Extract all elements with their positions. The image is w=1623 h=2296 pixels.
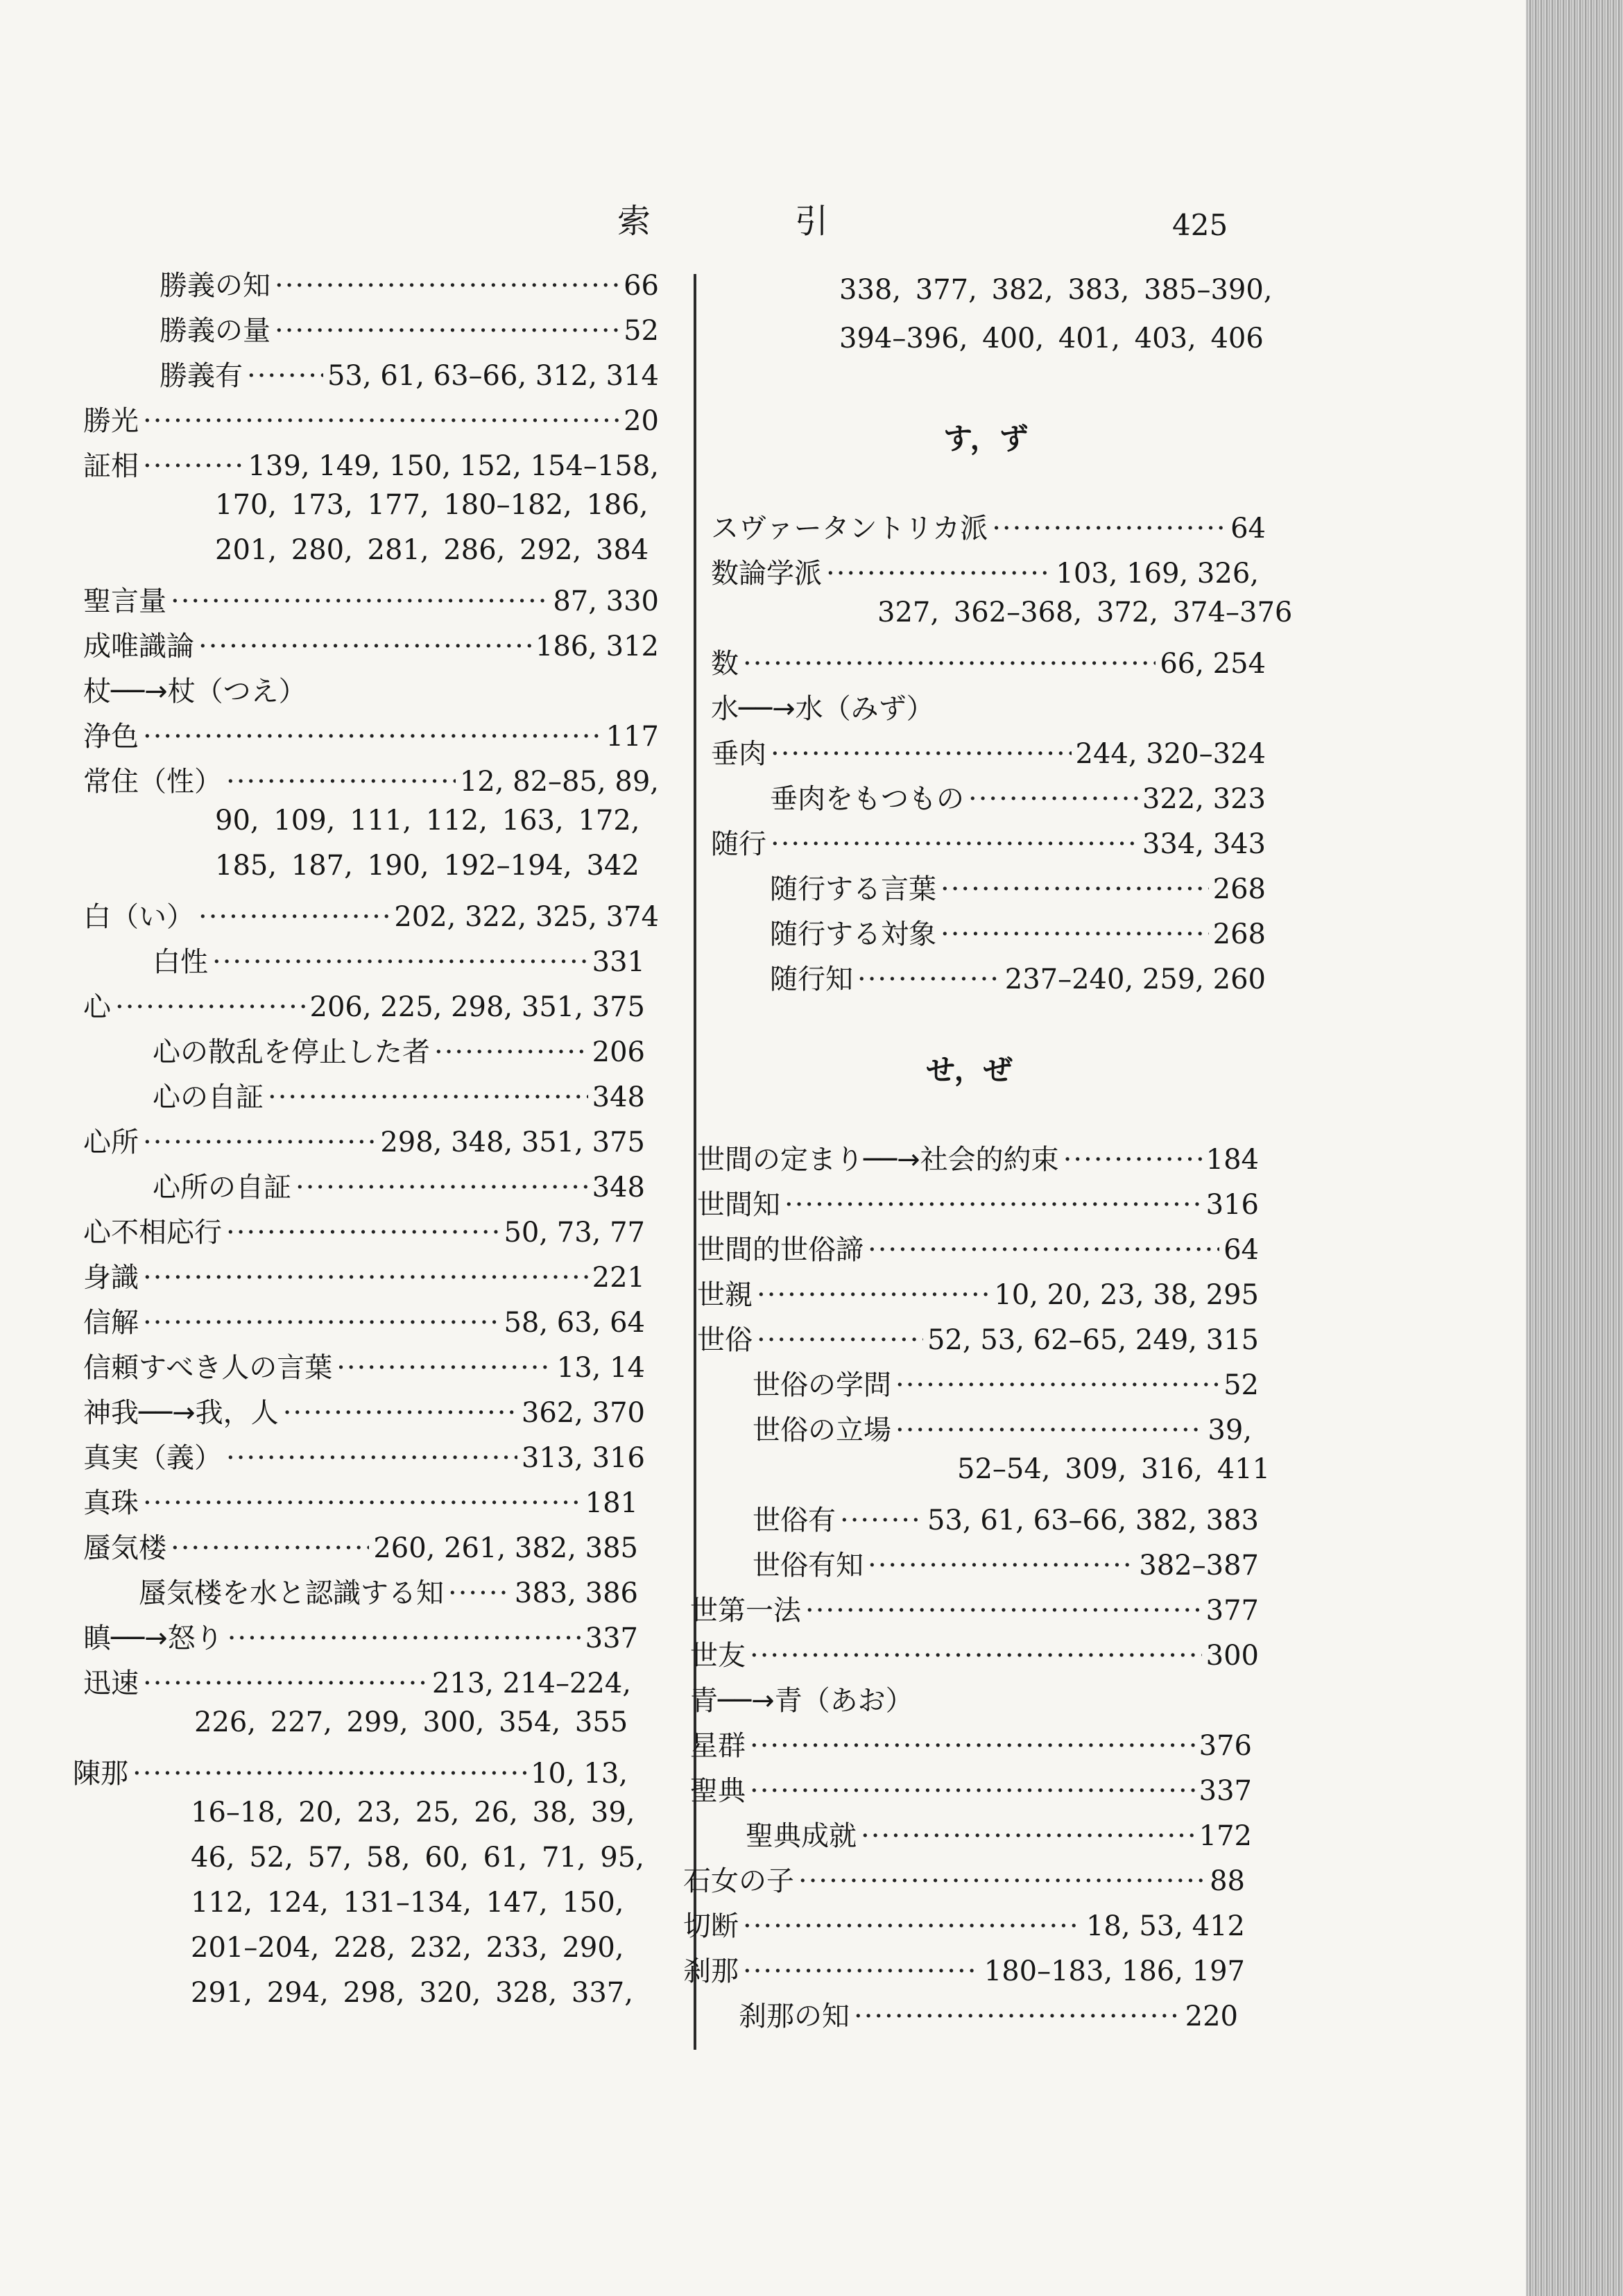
leader-dots — [198, 901, 390, 933]
entry-term: 世間の定まり──→社会的約束 — [697, 1144, 1059, 1176]
leader-dots — [143, 450, 243, 482]
leader-dots — [750, 1775, 1195, 1807]
leader-dots — [868, 1234, 1219, 1266]
entry-term: 垂肉をもつもの — [770, 783, 964, 815]
entry-pages: 64 — [1223, 1234, 1259, 1266]
index-entry — [690, 1634, 1259, 1675]
entry-term: 心の散乱を停止した者 — [153, 1036, 430, 1068]
index-entry — [697, 1183, 1259, 1224]
index-entry — [83, 1301, 645, 1342]
index-entry — [697, 1228, 1259, 1269]
entry-continuation: 291, 294, 298, 320, 328, 337, — [191, 1977, 633, 2009]
entry-term: 石女の子 — [683, 1865, 794, 1897]
entry-term: 勝義の知 — [160, 270, 270, 302]
entry-pages: 334, 343 — [1142, 828, 1266, 860]
index-entry — [711, 687, 934, 728]
leader-dots — [143, 1487, 581, 1519]
leader-dots — [226, 1442, 517, 1474]
index-entry — [83, 624, 659, 666]
entry-term: 世友 — [690, 1640, 746, 1672]
entry-term: 証相 — [83, 450, 139, 482]
leader-dots — [171, 585, 549, 617]
entry-term: 身識 — [83, 1262, 139, 1294]
entry-continuation: 201–204, 228, 232, 233, 290, — [191, 1932, 624, 1964]
entry-pages: 237–240, 259, 260 — [1004, 963, 1266, 995]
index-entry — [83, 444, 659, 486]
index-entry — [697, 1273, 1259, 1314]
entry-term: 世俗の立場 — [753, 1414, 891, 1446]
index-entry — [83, 669, 307, 711]
index-entry — [83, 985, 645, 1027]
index-entry — [83, 1436, 645, 1477]
entry-term: 常住（性） — [83, 766, 222, 798]
entry-term: 真実（義） — [83, 1442, 222, 1474]
index-entry — [83, 1120, 645, 1162]
leader-dots — [268, 1081, 588, 1113]
leader-dots — [212, 946, 588, 978]
entry-term: 成唯識論 — [83, 631, 194, 662]
entry-pages: 220 — [1185, 2001, 1238, 2032]
entry-pages: 18, 53, 412 — [1085, 1910, 1245, 1942]
entry-pages: 313, 316 — [521, 1442, 645, 1474]
entry-term: 心所の自証 — [153, 1172, 291, 1203]
section-heading-su: す，ず — [943, 422, 1029, 456]
entry-term: 杖──→杖（つえ） — [83, 676, 307, 708]
leader-dots — [283, 1397, 517, 1429]
leader-dots — [895, 1414, 1203, 1446]
leader-dots — [798, 1865, 1205, 1897]
index-entry — [83, 760, 659, 801]
entry-continuation: 112, 124, 131–134, 147, 150, — [191, 1887, 624, 1919]
index-entry — [83, 1481, 638, 1523]
entry-pages: 268 — [1212, 873, 1266, 905]
entry-pages: 10, 20, 23, 38, 295 — [994, 1279, 1259, 1311]
entry-pages: 221 — [592, 1262, 645, 1294]
entry-term: 青──→青（あお） — [690, 1685, 913, 1717]
leader-dots — [743, 1910, 1082, 1942]
entry-pages: 53, 61, 63–66, 382, 383 — [927, 1505, 1259, 1536]
entry-term: 世間知 — [697, 1189, 780, 1221]
leader-dots — [757, 1324, 923, 1356]
entry-continuation: 394–396, 400, 401, 403, 406 — [839, 323, 1264, 354]
index-entry — [83, 1346, 645, 1387]
entry-term: 心不相応行 — [83, 1217, 222, 1249]
leader-dots — [143, 1668, 428, 1699]
entry-continuation: 52–54, 309, 316, 411 — [957, 1453, 1271, 1485]
entry-term: 世間的世俗諦 — [697, 1234, 864, 1266]
index-entry — [753, 1408, 1252, 1450]
leader-dots — [743, 648, 1156, 680]
entry-pages: 52 — [1223, 1369, 1259, 1401]
leader-dots — [861, 1820, 1195, 1852]
index-entry — [153, 1075, 645, 1117]
index-entry — [697, 1318, 1259, 1360]
entry-term: 星群 — [690, 1730, 746, 1762]
index-entry — [746, 1814, 1252, 1856]
index-entry — [83, 714, 659, 756]
index-entry — [697, 1138, 1259, 1179]
leader-dots — [226, 1217, 499, 1249]
entry-term: 世親 — [697, 1279, 753, 1311]
index-entry — [690, 1769, 1252, 1810]
page-edge-shading — [1526, 0, 1623, 2296]
index-entry — [160, 354, 659, 395]
entry-pages: 348 — [592, 1081, 645, 1113]
entry-pages: 316 — [1205, 1189, 1259, 1221]
index-entry — [83, 1210, 645, 1252]
index-entry — [683, 1859, 1245, 1901]
entry-pages: 377 — [1205, 1595, 1259, 1627]
leader-dots — [448, 1577, 510, 1609]
leader-dots — [143, 405, 619, 437]
entry-pages: 39, — [1208, 1414, 1252, 1446]
entry-term: 神我──→我，人 — [83, 1397, 279, 1429]
entry-term: 随行する対象 — [770, 918, 936, 950]
entry-term: 聖典成就 — [746, 1820, 857, 1852]
entry-pages: 382–387 — [1139, 1550, 1259, 1582]
entry-continuation: 16–18, 20, 23, 25, 26, 38, 39, — [191, 1797, 635, 1828]
leader-dots — [941, 918, 1209, 950]
entry-term: 世俗 — [697, 1324, 753, 1356]
entry-term: 白（い） — [83, 901, 194, 933]
entry-pages: 58, 63, 64 — [504, 1307, 645, 1339]
index-entry — [770, 777, 1266, 819]
entry-term: 世俗有 — [753, 1505, 836, 1536]
index-entry — [153, 1030, 645, 1072]
entry-pages: 117 — [606, 721, 659, 753]
entry-pages: 331 — [592, 946, 645, 978]
page-header-title: 索 引 — [617, 202, 884, 241]
entry-term: 切断 — [683, 1910, 739, 1942]
entry-continuation: 201, 280, 281, 286, 292, 384 — [215, 534, 649, 566]
entry-pages: 337 — [1199, 1775, 1252, 1807]
entry-pages: 186, 312 — [535, 631, 659, 662]
index-entry — [711, 506, 1266, 548]
leader-dots — [295, 1172, 588, 1203]
entry-pages: 184 — [1205, 1144, 1259, 1176]
entry-pages: 13, 14 — [556, 1352, 645, 1384]
index-entry — [770, 912, 1266, 954]
entry-term: 心 — [83, 991, 111, 1023]
entry-pages: 337 — [585, 1622, 638, 1654]
leader-dots — [750, 1640, 1202, 1672]
entry-term: 随行する言葉 — [770, 873, 936, 905]
entry-pages: 172 — [1199, 1820, 1252, 1852]
entry-pages: 50, 73, 77 — [504, 1217, 645, 1249]
entry-pages: 180–183, 186, 197 — [984, 1955, 1245, 1987]
index-entry — [83, 579, 659, 621]
index-entry — [683, 1949, 1245, 1991]
leader-dots — [434, 1036, 588, 1068]
entry-continuation: 185, 187, 190, 192–194, 342 — [215, 850, 639, 882]
leader-dots — [784, 1189, 1202, 1221]
entry-pages: 88 — [1210, 1865, 1245, 1897]
entry-pages: 10, 13, — [531, 1758, 628, 1790]
entry-term: 随行知 — [770, 963, 853, 995]
leader-dots — [992, 513, 1226, 545]
leader-dots — [143, 1262, 588, 1294]
leader-dots — [857, 963, 1001, 995]
leader-dots — [826, 558, 1051, 590]
entry-pages: 103, 169, 326, — [1056, 558, 1259, 590]
index-entry — [711, 642, 1266, 683]
leader-dots — [171, 1532, 369, 1564]
entry-continuation: 226, 227, 299, 300, 354, 355 — [194, 1706, 628, 1738]
entry-pages: 383, 386 — [514, 1577, 638, 1609]
index-entry — [160, 309, 659, 350]
index-entry — [83, 1661, 631, 1703]
entry-term: 水──→水（みず） — [711, 693, 934, 725]
entry-pages: 181 — [585, 1487, 638, 1519]
index-entry — [153, 1165, 645, 1207]
entry-pages: 139, 149, 150, 152, 154–158, — [248, 450, 659, 482]
leader-dots — [895, 1369, 1219, 1401]
index-entry — [711, 732, 1266, 773]
entry-pages: 206, 225, 298, 351, 375 — [309, 991, 645, 1023]
index-entry — [83, 1616, 638, 1658]
entry-pages: 244, 320–324 — [1075, 738, 1266, 770]
entry-pages: 52 — [624, 315, 659, 347]
entry-pages: 12, 82–85, 89, — [459, 766, 659, 798]
leader-dots — [143, 1126, 376, 1158]
entry-pages: 268 — [1212, 918, 1266, 950]
entry-pages: 66, 254 — [1160, 648, 1266, 680]
entry-term: 瞋──→怒り — [83, 1622, 223, 1654]
index-entry — [690, 1724, 1252, 1765]
entry-pages: 202, 322, 325, 374 — [394, 901, 659, 933]
entry-pages: 64 — [1230, 513, 1266, 545]
entry-pages: 348 — [592, 1172, 645, 1203]
entry-pages: 53, 61, 63–66, 312, 314 — [327, 360, 659, 392]
entry-term: 心の自証 — [153, 1081, 264, 1113]
entry-pages: 66 — [624, 270, 659, 302]
index-entry — [711, 822, 1266, 864]
index-entry — [683, 1904, 1245, 1946]
section-heading-se: せ，ぜ — [926, 1053, 1013, 1087]
entry-term: 聖言量 — [83, 585, 166, 617]
entry-term: 聖典 — [690, 1775, 746, 1807]
leader-dots — [275, 315, 619, 347]
index-entry — [690, 1588, 1259, 1630]
index-entry — [83, 895, 659, 936]
entry-term: 随行 — [711, 828, 766, 860]
entry-term: 迅速 — [83, 1668, 139, 1699]
index-entry — [770, 867, 1266, 909]
entry-pages: 213, 214–224, — [431, 1668, 631, 1699]
entry-pages: 260, 261, 382, 385 — [373, 1532, 638, 1564]
entry-term: 白性 — [153, 946, 208, 978]
index-entry — [83, 399, 659, 440]
leader-dots — [143, 1307, 499, 1339]
leader-dots — [968, 783, 1138, 815]
entry-pages: 376 — [1199, 1730, 1252, 1762]
entry-term: 刹那 — [683, 1955, 739, 1987]
leader-dots — [226, 766, 456, 798]
index-entry — [739, 1994, 1238, 2036]
entry-term: 数 — [711, 648, 739, 680]
entry-term: 世第一法 — [690, 1595, 801, 1627]
index-entry — [73, 1751, 628, 1793]
entry-term: 垂肉 — [711, 738, 766, 770]
entry-pages: 206 — [592, 1036, 645, 1068]
index-entry — [83, 1391, 645, 1432]
entry-term: 陳那 — [73, 1758, 128, 1790]
entry-term: 世俗有知 — [753, 1550, 864, 1582]
index-entry — [160, 264, 659, 305]
entry-term: 勝光 — [83, 405, 139, 437]
index-entry — [139, 1571, 638, 1613]
leader-dots — [868, 1550, 1135, 1582]
entry-term: 信解 — [83, 1307, 139, 1339]
leader-dots — [275, 270, 619, 302]
leader-dots — [198, 631, 531, 662]
entry-term: 蜃気楼 — [83, 1532, 166, 1564]
entry-term: 浄色 — [83, 721, 139, 753]
leader-dots — [336, 1352, 553, 1384]
page-number: 425 — [1172, 208, 1228, 242]
entry-term: 心所 — [83, 1126, 139, 1158]
leader-dots — [132, 1758, 526, 1790]
entry-pages: 322, 323 — [1142, 783, 1266, 815]
entry-term: 世俗の学問 — [753, 1369, 891, 1401]
leader-dots — [750, 1730, 1195, 1762]
leader-dots — [840, 1505, 923, 1536]
entry-continuation: 46, 52, 57, 58, 60, 61, 71, 95, — [191, 1842, 644, 1874]
entry-pages: 298, 348, 351, 375 — [380, 1126, 645, 1158]
index-entry — [770, 957, 1266, 999]
leader-dots — [247, 360, 323, 392]
leader-dots — [757, 1279, 990, 1311]
entry-term: 数論学派 — [711, 558, 822, 590]
entry-pages: 52, 53, 62–65, 249, 315 — [927, 1324, 1259, 1356]
index-entry — [83, 1256, 645, 1297]
entry-term: スヴァータントリカ派 — [711, 513, 988, 545]
entry-term: 勝義の量 — [160, 315, 270, 347]
entry-term: 信頼すべき人の言葉 — [83, 1352, 333, 1384]
leader-dots — [743, 1955, 980, 1987]
entry-term: 真珠 — [83, 1487, 139, 1519]
leader-dots — [143, 721, 602, 753]
leader-dots — [115, 991, 306, 1023]
index-entry — [83, 1526, 638, 1568]
leader-dots — [1063, 1144, 1202, 1176]
index-entry — [753, 1543, 1259, 1585]
index-entry — [753, 1498, 1259, 1540]
index-entry — [711, 551, 1259, 593]
leader-dots — [771, 828, 1138, 860]
entry-term: 蜃気楼を水と認識する知 — [139, 1577, 444, 1609]
leader-dots — [227, 1622, 581, 1654]
entry-continuation: 170, 173, 177, 180–182, 186, — [215, 489, 649, 521]
entry-continuation: 327, 362–368, 372, 374–376 — [877, 597, 1293, 628]
index-entry — [690, 1679, 913, 1720]
entry-pages: 87, 330 — [553, 585, 659, 617]
leader-dots — [941, 873, 1209, 905]
entry-term: 勝義有 — [160, 360, 243, 392]
index-entry — [153, 940, 645, 982]
entry-continuation: 90, 109, 111, 112, 163, 172, — [215, 805, 640, 837]
entry-pages: 300 — [1205, 1640, 1259, 1672]
leader-dots — [854, 2001, 1181, 2032]
entry-continuation: 338, 377, 382, 383, 385–390, — [839, 274, 1273, 306]
entry-pages: 362, 370 — [521, 1397, 645, 1429]
entry-term: 刹那の知 — [739, 2001, 850, 2032]
entry-pages: 20 — [624, 405, 659, 437]
leader-dots — [805, 1595, 1202, 1627]
leader-dots — [771, 738, 1072, 770]
index-entry — [753, 1363, 1259, 1405]
